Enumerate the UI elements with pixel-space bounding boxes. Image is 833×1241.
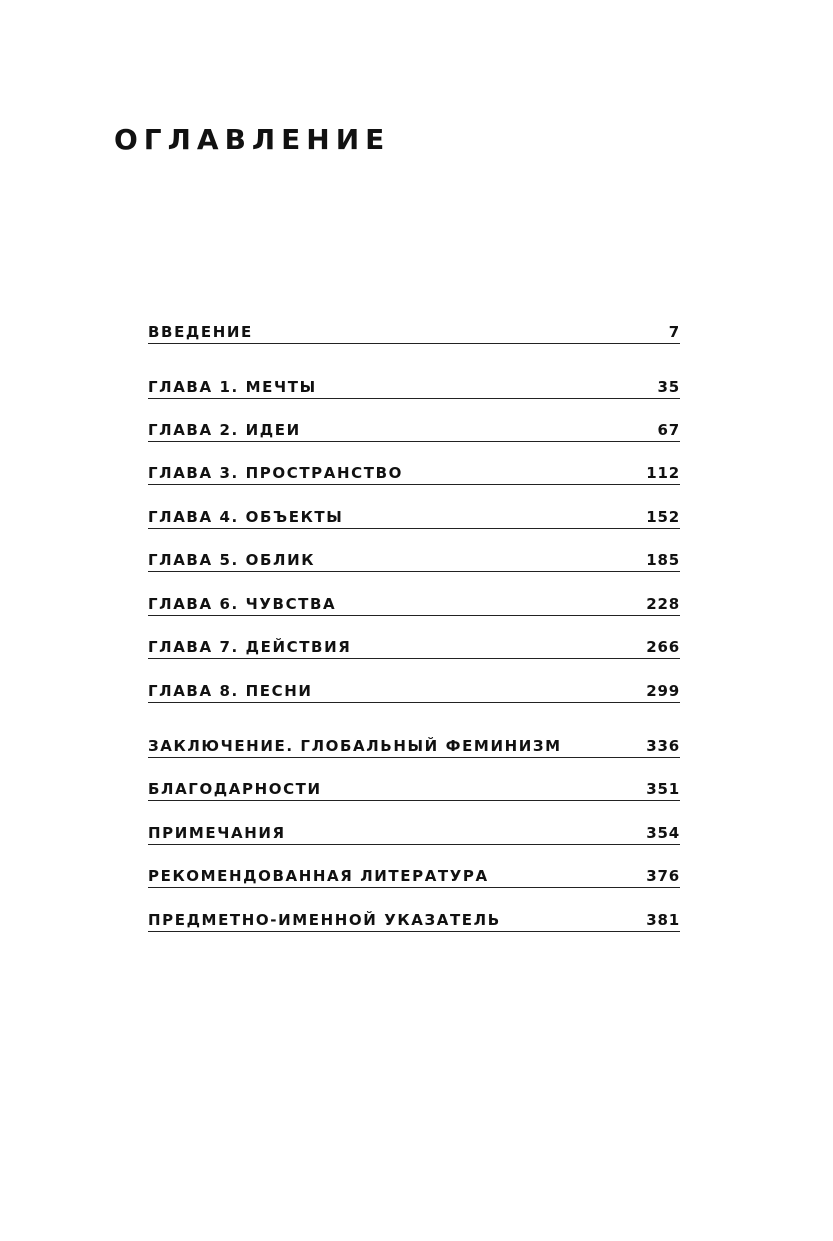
toc-entry-label: ГЛАВА 2. ИДЕИ <box>148 421 301 439</box>
toc-entry-label: ГЛАВА 1. МЕЧТЫ <box>148 378 317 396</box>
toc-entry-page-number: 381 <box>646 911 680 929</box>
toc-entry-label: ЗАКЛЮЧЕНИЕ. ГЛОБАЛЬНЫЙ ФЕМИНИЗМ <box>148 737 562 755</box>
toc-entry-conclusion[interactable] <box>148 733 680 758</box>
toc-entry-label: ПРЕДМЕТНО-ИМЕННОЙ УКАЗАТЕЛЬ <box>148 911 501 929</box>
toc-entry-page-number: 185 <box>646 551 680 569</box>
toc-entry-page-number: 67 <box>657 421 680 439</box>
toc-entry-label: ГЛАВА 6. ЧУВСТВА <box>148 595 337 613</box>
toc-entry-label: ГЛАВА 7. ДЕЙСТВИЯ <box>148 638 352 656</box>
toc-entry-label: ГЛАВА 4. ОБЪЕКТЫ <box>148 508 344 526</box>
toc-entry-chapter-2[interactable] <box>148 417 680 442</box>
toc-entry-index[interactable] <box>148 907 680 932</box>
toc-entry-page-number: 351 <box>646 780 680 798</box>
page-title: ОГЛАВЛЕНИЕ <box>114 123 391 156</box>
toc-entry-introduction[interactable] <box>148 319 680 344</box>
toc-entry-recommended-reading[interactable] <box>148 863 680 888</box>
toc-entry-label: ГЛАВА 8. ПЕСНИ <box>148 682 313 700</box>
toc-entry-label: ПРИМЕЧАНИЯ <box>148 824 286 842</box>
toc-entry-chapter-5[interactable] <box>148 547 680 572</box>
toc-entry-page-number: 228 <box>646 595 680 613</box>
toc-entry-chapter-7[interactable] <box>148 634 680 659</box>
toc-entry-label: РЕКОМЕНДОВАННАЯ ЛИТЕРАТУРА <box>148 867 489 885</box>
toc-entry-page-number: 152 <box>646 508 680 526</box>
toc-entry-notes[interactable] <box>148 820 680 845</box>
toc-entry-label: ГЛАВА 5. ОБЛИК <box>148 551 316 569</box>
toc-entry-page-number: 354 <box>646 824 680 842</box>
toc-entry-label: ГЛАВА 3. ПРОСТРАНСТВО <box>148 464 403 482</box>
toc-entry-chapter-1[interactable] <box>148 374 680 399</box>
toc-entry-page-number: 336 <box>646 737 680 755</box>
toc-entry-page-number: 35 <box>657 378 680 396</box>
toc-entry-page-number: 299 <box>646 682 680 700</box>
toc-entry-acknowledgements[interactable] <box>148 776 680 801</box>
toc-entry-chapter-6[interactable] <box>148 591 680 616</box>
toc-entry-chapter-3[interactable] <box>148 460 680 485</box>
toc-entry-chapter-4[interactable] <box>148 504 680 529</box>
toc-entry-label: БЛАГОДАРНОСТИ <box>148 780 322 798</box>
toc-entry-page-number: 376 <box>646 867 680 885</box>
table-of-contents <box>148 0 680 1241</box>
toc-entry-page-number: 112 <box>646 464 680 482</box>
toc-entry-label: ВВЕДЕНИЕ <box>148 323 253 341</box>
toc-entry-chapter-8[interactable] <box>148 678 680 703</box>
toc-entry-page-number: 266 <box>646 638 680 656</box>
toc-entry-page-number: 7 <box>668 323 680 341</box>
